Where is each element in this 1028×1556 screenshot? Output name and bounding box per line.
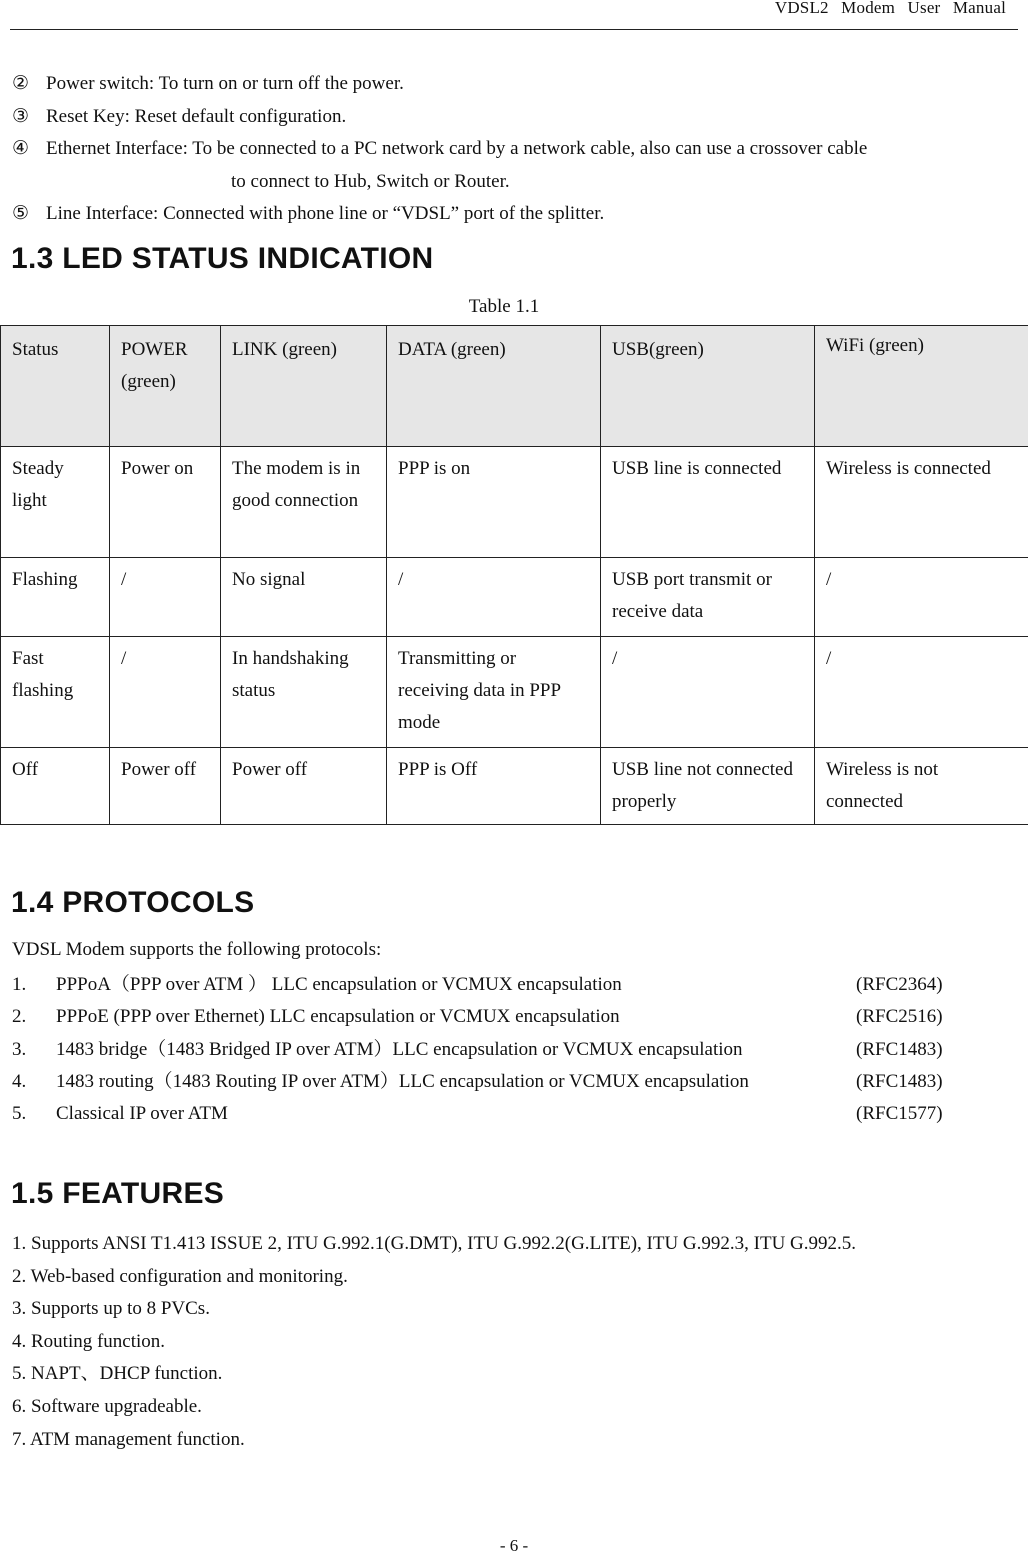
part-marker: ② bbox=[12, 68, 46, 101]
table-cell: / bbox=[387, 558, 601, 637]
table-cell: USB line not connected properly bbox=[601, 748, 815, 825]
table-cell: Flashing bbox=[1, 558, 110, 637]
table-header-row bbox=[1, 326, 1028, 447]
protocols-intro: VDSL Modem supports the following protocols: bbox=[12, 939, 381, 961]
list-item bbox=[12, 1001, 972, 1033]
section-heading-led: 1.3 LED STATUS INDICATION bbox=[11, 242, 434, 276]
table-cell: Wireless is not connected bbox=[815, 748, 1028, 825]
part-text-continuation: to connect to Hub, Switch or Router. bbox=[12, 166, 1012, 199]
running-header: VDSL2 Modem User Manual bbox=[775, 0, 1006, 16]
part-item-power-switch bbox=[12, 68, 1012, 101]
list-item bbox=[12, 1034, 972, 1066]
column-header: LINK (green) bbox=[221, 326, 387, 447]
list-item-text: PPPoE (PPP over Ethernet) LLC encapsulation or VCMUX encapsulation bbox=[56, 1001, 620, 1033]
led-status-table bbox=[0, 325, 1028, 825]
list-item-number: 1. bbox=[12, 969, 26, 1001]
table-cell: / bbox=[601, 637, 815, 748]
list-item: 4. Routing function. bbox=[12, 1326, 856, 1359]
list-item: 6. Software upgradeable. bbox=[12, 1391, 856, 1424]
part-item-reset-key bbox=[12, 101, 1012, 134]
list-item-rfc: (RFC1483) bbox=[856, 1034, 943, 1066]
list-item: 3. Supports up to 8 PVCs. bbox=[12, 1293, 856, 1326]
part-text: Line Interface: Connected with phone line or “VDSL” port of the splitter. bbox=[46, 203, 604, 224]
column-header: POWER (green) bbox=[110, 326, 221, 447]
table-cell: / bbox=[110, 558, 221, 637]
part-text: Ethernet Interface: To be connected to a PC network card by a network cable, also can use a crossover cable bbox=[46, 138, 867, 159]
table-cell: Wireless is connected bbox=[815, 447, 1028, 558]
list-item-rfc: (RFC1577) bbox=[856, 1098, 943, 1130]
table-cell: USB port transmit or receive data bbox=[601, 558, 815, 637]
part-marker: ⑤ bbox=[12, 198, 46, 231]
table-cell: Steady light bbox=[1, 447, 110, 558]
section-heading-features: 1.5 FEATURES bbox=[11, 1177, 224, 1211]
column-header: WiFi (green) bbox=[815, 326, 1028, 447]
interface-parts-list bbox=[12, 68, 1012, 231]
list-item-text: Classical IP over ATM bbox=[56, 1098, 228, 1130]
table-caption: Table 1.1 bbox=[0, 296, 1008, 318]
section-heading-protocols: 1.4 PROTOCOLS bbox=[11, 886, 254, 920]
table-cell: No signal bbox=[221, 558, 387, 637]
list-item-text: PPPoA（PPP over ATM ） LLC encapsulation or VCMUX encapsulation bbox=[56, 969, 622, 1001]
table-cell: Transmitting or receiving data in PPP mode bbox=[387, 637, 601, 748]
table-cell: PPP is on bbox=[387, 447, 601, 558]
list-item: 7. ATM management function. bbox=[12, 1424, 856, 1457]
column-header: Status bbox=[1, 326, 110, 447]
list-item-number: 4. bbox=[12, 1066, 26, 1098]
protocols-list bbox=[12, 969, 972, 1130]
list-item-number: 3. bbox=[12, 1034, 26, 1066]
list-item-rfc: (RFC2364) bbox=[856, 969, 943, 1001]
table-row bbox=[1, 748, 1028, 825]
list-item-rfc: (RFC1483) bbox=[856, 1066, 943, 1098]
list-item-text: 1483 bridge（1483 Bridged IP over ATM）LLC encapsulation or VCMUX encapsulation bbox=[56, 1034, 743, 1066]
table-cell: USB line is connected bbox=[601, 447, 815, 558]
table-cell: In handshaking status bbox=[221, 637, 387, 748]
table-cell: Fast flashing bbox=[1, 637, 110, 748]
table-row bbox=[1, 558, 1028, 637]
list-item bbox=[12, 969, 972, 1001]
table-cell: PPP is Off bbox=[387, 748, 601, 825]
list-item-rfc: (RFC2516) bbox=[856, 1001, 943, 1033]
part-item-line-interface bbox=[12, 198, 1012, 231]
page-number: - 6 - bbox=[0, 1536, 1028, 1556]
part-marker: ④ bbox=[12, 133, 46, 166]
part-text: Power switch: To turn on or turn off the power. bbox=[46, 73, 404, 94]
table-cell: Power off bbox=[110, 748, 221, 825]
list-item bbox=[12, 1098, 972, 1130]
list-item-number: 2. bbox=[12, 1001, 26, 1033]
list-item-number: 5. bbox=[12, 1098, 26, 1130]
header-divider bbox=[10, 29, 1018, 30]
table-cell: Power off bbox=[221, 748, 387, 825]
list-item bbox=[12, 1066, 972, 1098]
table-row bbox=[1, 447, 1028, 558]
table-cell: / bbox=[815, 558, 1028, 637]
column-header: DATA (green) bbox=[387, 326, 601, 447]
table-cell: Power on bbox=[110, 447, 221, 558]
column-header: USB(green) bbox=[601, 326, 815, 447]
list-item: 2. Web-based configuration and monitoring. bbox=[12, 1261, 856, 1294]
table-cell: / bbox=[110, 637, 221, 748]
part-text: Reset Key: Reset default configuration. bbox=[46, 106, 346, 127]
list-item-text: 1483 routing（1483 Routing IP over ATM）LLC encapsulation or VCMUX encapsulation bbox=[56, 1066, 749, 1098]
part-marker: ③ bbox=[12, 101, 46, 134]
table-row bbox=[1, 637, 1028, 748]
table-cell: The modem is in good connection bbox=[221, 447, 387, 558]
part-item-ethernet bbox=[12, 133, 1012, 166]
list-item: 1. Supports ANSI T1.413 ISSUE 2, ITU G.992.1(G.DMT), ITU G.992.2(G.LITE), ITU G.992.3, ITU G.992.5. bbox=[12, 1228, 856, 1261]
table-cell: / bbox=[815, 637, 1028, 748]
table-cell: Off bbox=[1, 748, 110, 825]
features-list bbox=[12, 1228, 856, 1456]
list-item: 5. NAPT、DHCP function. bbox=[12, 1358, 856, 1391]
